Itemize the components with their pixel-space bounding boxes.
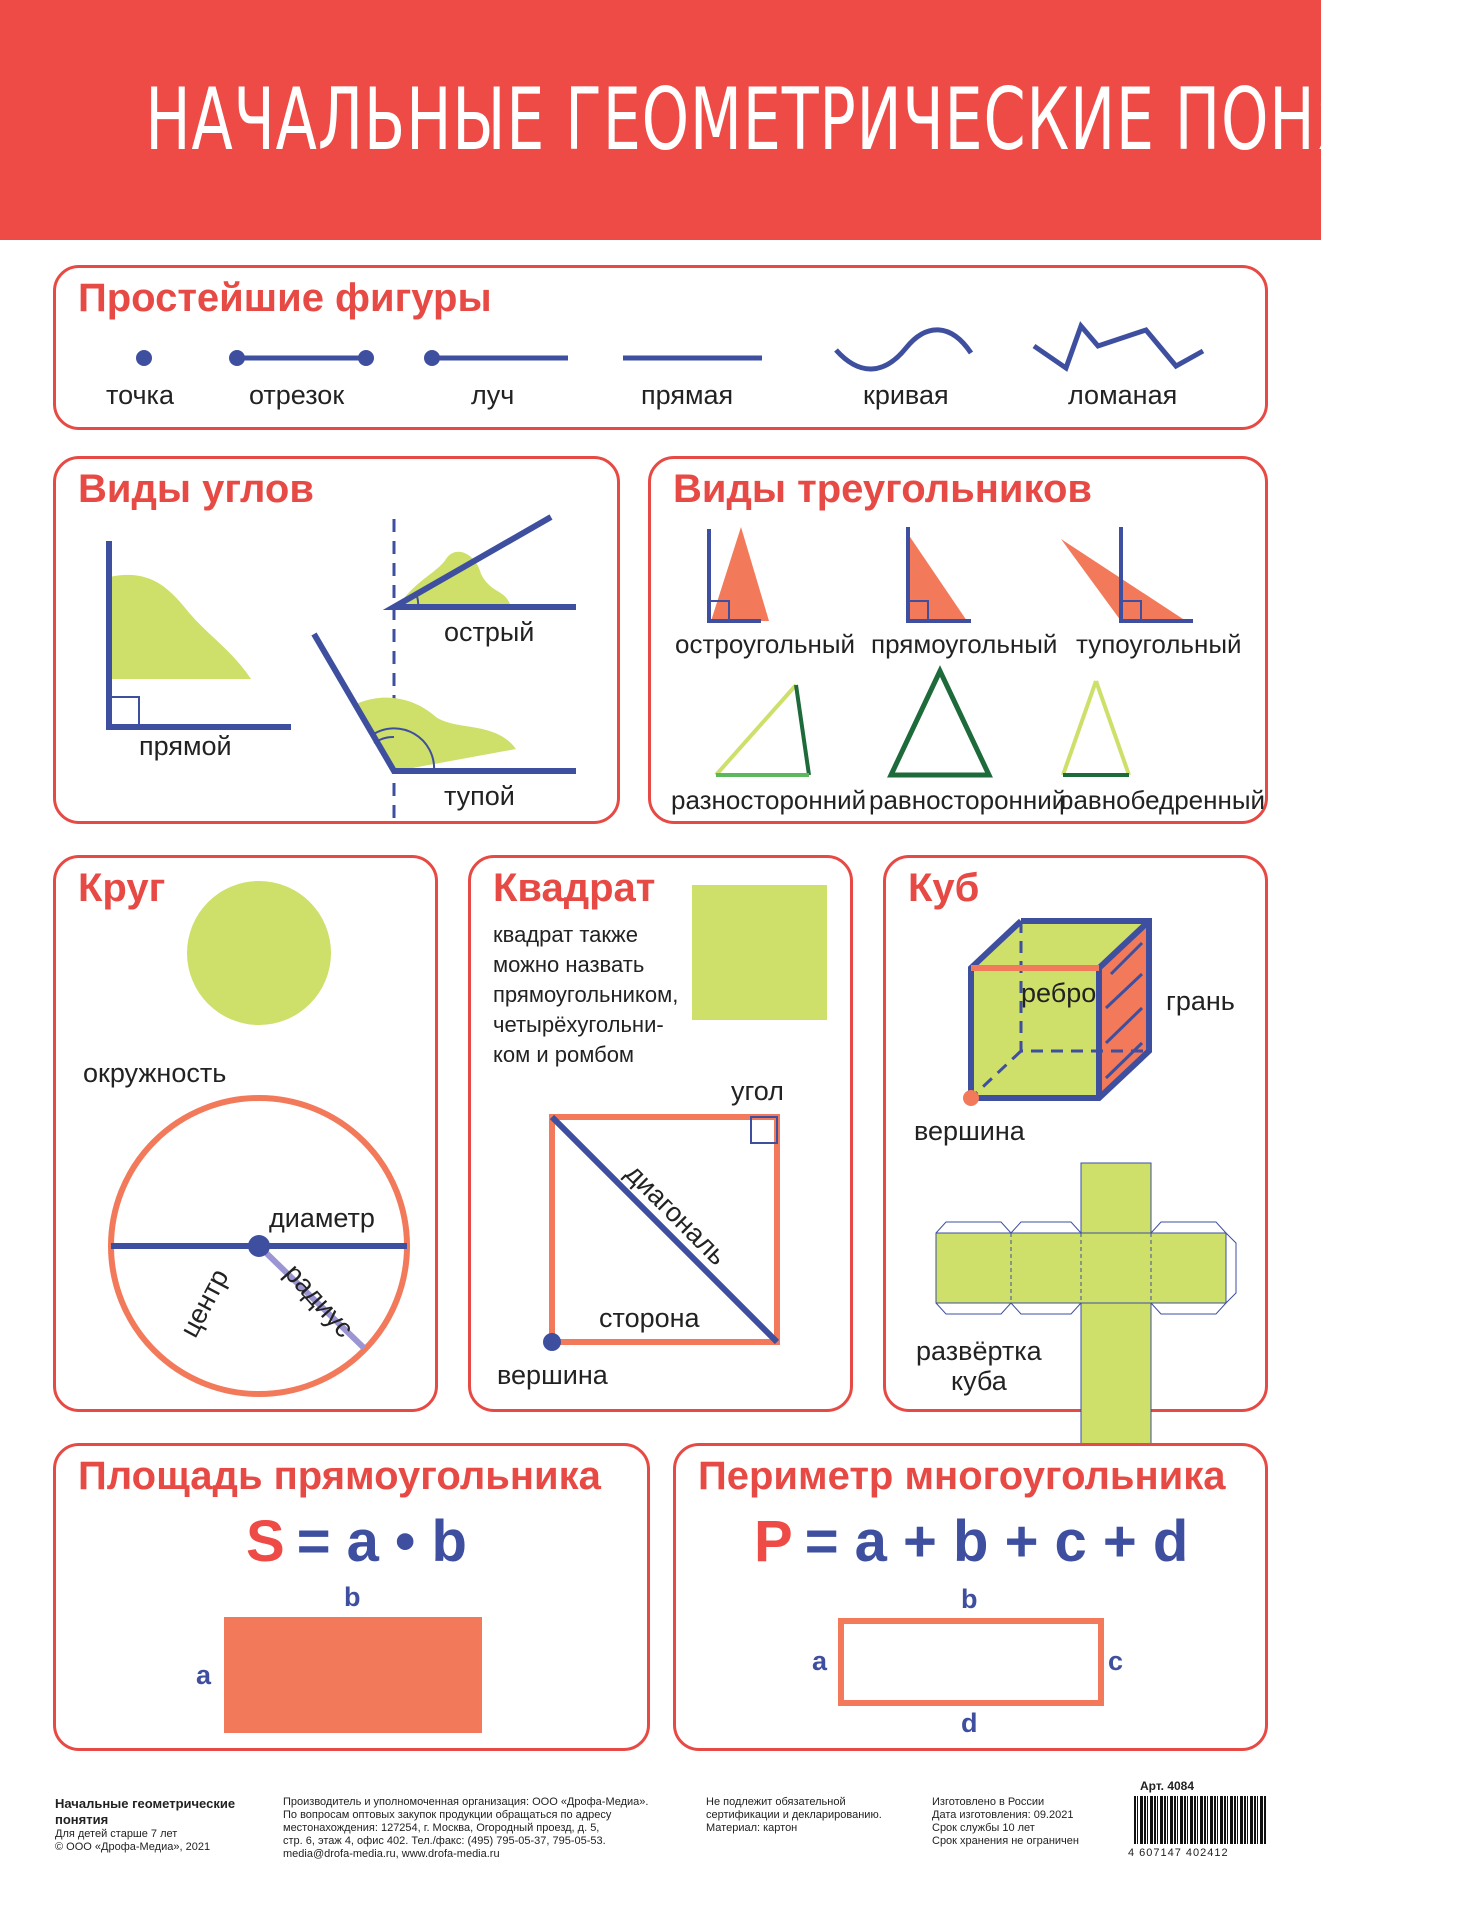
label-side-c: c — [1108, 1646, 1124, 1676]
angles-drawing — [56, 459, 623, 827]
label-side-d: d — [961, 1708, 978, 1738]
panel-title: Куб — [908, 866, 980, 910]
disk-shape — [187, 881, 331, 1025]
footer-product-title: Начальные геометрические понятия — [55, 1796, 236, 1827]
square-fill — [692, 885, 827, 1020]
formula-expression: = a • b — [296, 1509, 467, 1574]
page-title: НАЧАЛЬНЫЕ ГЕОМЕТРИЧЕСКИЕ ПОНЯТИЯ — [145, 70, 1484, 170]
panel-angles — [53, 456, 620, 824]
ray-shape — [424, 350, 568, 366]
panel-perimeter — [673, 1443, 1268, 1751]
panel-simple-figures — [53, 265, 1268, 430]
label-center: центр — [174, 1264, 235, 1343]
point-shape — [136, 350, 152, 366]
isosceles-triangle — [1063, 681, 1129, 775]
barcode — [1134, 1796, 1266, 1844]
panel-title: Простейшие фигуры — [78, 276, 492, 320]
panel-title: Круг — [78, 866, 166, 910]
right-triangle — [908, 534, 967, 621]
right-angle-fill — [109, 575, 251, 679]
label-scalene-triangle: разносторонний — [671, 785, 867, 815]
label-polyline: ломаная — [1068, 380, 1178, 410]
label-side-b: b — [961, 1584, 978, 1614]
acute-angle-fill — [396, 552, 511, 609]
label-side-b: b — [344, 1582, 361, 1612]
area-rectangle — [224, 1617, 482, 1733]
label-side: сторона — [599, 1303, 700, 1333]
label-angle: угол — [731, 1076, 784, 1106]
panel-circle — [53, 855, 438, 1412]
label-segment: отрезок — [249, 380, 345, 410]
label-side-a: a — [196, 1660, 212, 1690]
curve-shape — [836, 330, 971, 369]
panel-area — [53, 1443, 650, 1751]
formula-expression: = a + b + c + d — [804, 1509, 1189, 1574]
footer-production: Изготовлено в России Дата изготовления: 09.2021 Срок службы 10 лет Срок хранения не ограничен — [932, 1796, 1079, 1847]
panel-cube — [883, 855, 1268, 1412]
label-obtuse-triangle: тупоугольный — [1076, 629, 1242, 659]
footer-article: Арт. 4084 — [1140, 1779, 1195, 1793]
label-radius: радиус — [278, 1258, 360, 1344]
label-acute-angle: острый — [444, 617, 535, 647]
label-right-triangle: прямоугольный — [871, 629, 1058, 659]
label-equilateral-triangle: равносторонний — [869, 785, 1067, 815]
label-isosceles-triangle: равнобедренный — [1059, 785, 1266, 815]
label-vertex: вершина — [497, 1360, 608, 1390]
footer-certification: Не подлежит обязательной сертификации и декларированию. Материал: картон — [706, 1796, 882, 1834]
circle-drawing — [56, 858, 441, 1415]
square-note: квадрат также можно назвать прямоугольником, четырёхугольни- ком и ромбом — [493, 922, 679, 1067]
obtuse-triangle — [1061, 539, 1186, 621]
segment-shape — [229, 350, 374, 366]
header-banner — [0, 0, 1484, 240]
center-point — [248, 1235, 270, 1257]
formula-symbol: S — [246, 1509, 285, 1574]
label-acute-triangle: остроугольный — [675, 629, 856, 659]
panel-title: Виды углов — [78, 467, 314, 511]
vertex-point — [543, 1333, 561, 1351]
label-circumference: окружность — [83, 1058, 227, 1088]
panel-title: Периметр многоугольника — [698, 1454, 1226, 1498]
label-ray: луч — [471, 380, 515, 410]
panel-triangles — [648, 456, 1268, 824]
label-side-a: a — [812, 1646, 828, 1676]
footer-product-info: Для детей старше 7 лет © ООО «Дрофа-Медиа», 2021 — [55, 1828, 211, 1853]
label-right-angle: прямой — [139, 731, 232, 761]
label-vertex: вершина — [914, 1116, 1025, 1146]
label-face: грань — [1166, 986, 1235, 1016]
right-angle-mark — [109, 697, 139, 727]
label-point: точка — [106, 380, 174, 410]
panel-title: Виды треугольников — [673, 467, 1092, 511]
obtuse-angle-fill — [356, 698, 516, 771]
formula-symbol: P — [754, 1509, 793, 1574]
label-curve: кривая — [863, 380, 949, 410]
barcode-number: 4 607147 402412 — [1128, 1847, 1229, 1859]
label-diagonal: диагональ — [619, 1158, 733, 1272]
label-line: прямая — [641, 380, 734, 410]
perimeter-rectangle — [841, 1621, 1101, 1703]
acute-triangle — [711, 527, 769, 621]
label-edge: ребро — [1021, 978, 1097, 1008]
polyline-shape — [1034, 326, 1203, 368]
equilateral-triangle — [891, 671, 989, 775]
cube-vertex — [963, 1090, 979, 1106]
footer-manufacturer: Производитель и уполномоченная организация: ООО «Дрофа-Медиа». По вопросам оптовых закупок продукции обращаться по адресу местонахождения: 127254, г. Москва, Огородный проезд, д. 5, стр. 6, этаж 4, офис 402. Тел./факс: (495) 795-05-37, 795-05-53. media@drofa-media.ru, www.drofa-media.ru — [283, 1796, 649, 1860]
label-cube-net: развёртка куба — [916, 1336, 1042, 1396]
angle-mark — [751, 1117, 777, 1143]
label-obtuse-angle: тупой — [444, 781, 515, 811]
scalene-triangle — [716, 685, 809, 775]
label-diameter: диаметр — [269, 1203, 375, 1233]
cube-net — [936, 1163, 1236, 1468]
panel-title: Квадрат — [493, 866, 656, 910]
panel-square — [468, 855, 853, 1412]
panel-title: Площадь прямоугольника — [78, 1454, 601, 1498]
